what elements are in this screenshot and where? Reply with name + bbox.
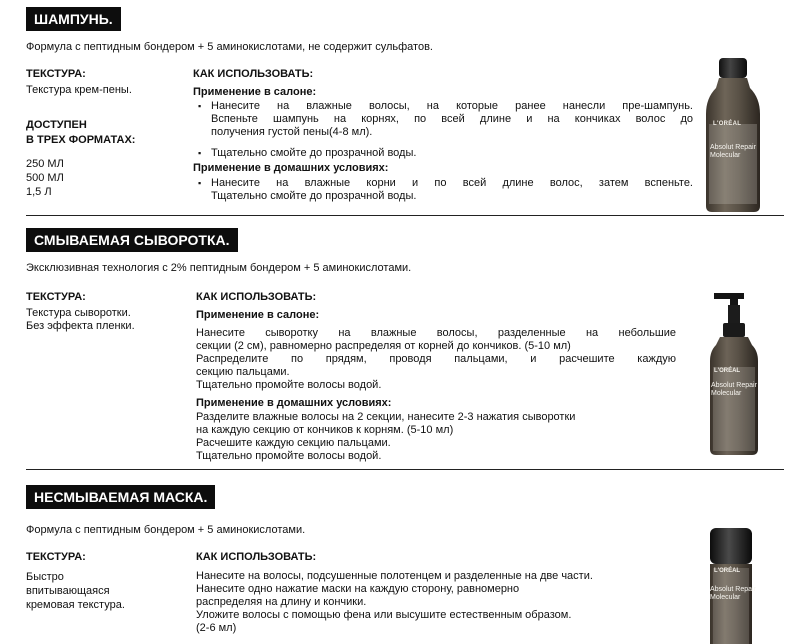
section-title-serum: СМЫВАЕМАЯ СЫВОРОТКА. — [26, 228, 238, 252]
serum-usage-label: КАК ИСПОЛЬЗОВАТЬ: — [196, 291, 317, 303]
mask-bottle-name: Absolut Repair Molecular — [710, 586, 756, 601]
shampoo-home-bullet-1: ▪ Нанесите на влажные корни и по всей длине волос, затем вспеньте. Тщательно смойте до прозрачной воды. — [193, 177, 693, 203]
shampoo-salon-bullet-2: ▪ Тщательно смойте до прозрачной воды. — [193, 147, 693, 160]
section-divider — [26, 469, 784, 470]
mask-bottle-brand: L'ORÉAL — [714, 568, 741, 574]
shampoo-texture-text: Текстура крем-пены. — [26, 84, 132, 96]
section-divider — [26, 215, 784, 216]
serum-texture-label: ТЕКСТУРА: — [26, 291, 86, 303]
mask-texture-label: ТЕКСТУРА: — [26, 551, 86, 563]
shampoo-bottle-image — [700, 58, 766, 214]
serum-salon-text: Нанесите сыворотку на влажные волосы, разделенные на небольшие секции (2 см), равномерно распределяя от корней до кончиков. (5-10 мл) Распределите по прядям, проводя пальцами, и расчешите каждую секцию пальцами. Тщательно промойте волосы водой. — [196, 327, 676, 391]
serum-texture-text: Текстура сыворотки. Без эффекта пленки. — [26, 307, 135, 332]
serum-home-label: Применение в домашних условиях: — [196, 397, 392, 409]
format-1500: 1,5 Л — [26, 186, 52, 198]
serum-salon-label: Применение в салоне: — [196, 309, 320, 321]
format-500: 500 МЛ — [26, 172, 64, 184]
shampoo-bottle-name: Absolut Repair Molecular — [710, 144, 756, 159]
shampoo-texture-label: ТЕКСТУРА: — [26, 68, 86, 80]
shampoo-bottle-brand: L'ORÉAL — [713, 121, 742, 127]
mask-texture-text: Быстро впитывающаяся кремовая текстура. — [26, 571, 125, 611]
shampoo-salon-bullet-1: ▪ Нанесите на влажные волосы, на которые ранее нанесли пре-шампунь. Вспеньте шампунь на корнях, по всей длине и на кончиках волос до получения густой пены(4-8 мл). — [193, 100, 693, 139]
section-title-mask: НЕСМЫВАЕМАЯ МАСКА. — [26, 485, 215, 509]
serum-bottle-name: Absolut Repair Molecular — [711, 382, 757, 397]
mask-usage-label: КАК ИСПОЛЬЗОВАТЬ: — [196, 551, 317, 563]
serum-bottle-brand: L'ORÉAL — [714, 368, 741, 374]
shampoo-home-label: Применение в домашних условиях: — [193, 162, 389, 174]
mask-intro: Формула с пептидным бондером + 5 аминокислотами. — [26, 524, 306, 536]
format-250: 250 МЛ — [26, 158, 64, 170]
shampoo-formats-list — [26, 157, 64, 199]
shampoo-usage-label: КАК ИСПОЛЬЗОВАТЬ: — [193, 68, 314, 80]
section-title-shampoo: ШАМПУНЬ. — [26, 7, 121, 31]
mask-usage-text: Нанесите на волосы, подсушенные полотенцем и разделенные на две части. Нанесите одно нажатие маски на каждую сторону, равномерно распределяя на длину и кончики. Уложите волосы с помощью фена или высушите естественным образом. (2-6 мл) — [196, 570, 593, 634]
serum-intro: Эксклюзивная технология с 2% пептидным бондером + 5 аминокислотами. — [26, 262, 412, 274]
serum-home-text: Разделите влажные волосы на 2 секции, нанесите 2-3 нажатия сыворотки на каждую секцию от кончиков к корням. (5-10 мл) Расчешите каждую секцию пальцами. Тщательно промойте волосы водой. — [196, 411, 576, 462]
shampoo-salon-label: Применение в салоне: — [193, 86, 317, 98]
shampoo-intro: Формула с пептидным бондером + 5 аминокислотами, не содержит сульфатов. — [26, 41, 433, 53]
shampoo-formats-label: ДОСТУПЕН В ТРЕХ ФОРМАТАХ: — [26, 119, 136, 146]
